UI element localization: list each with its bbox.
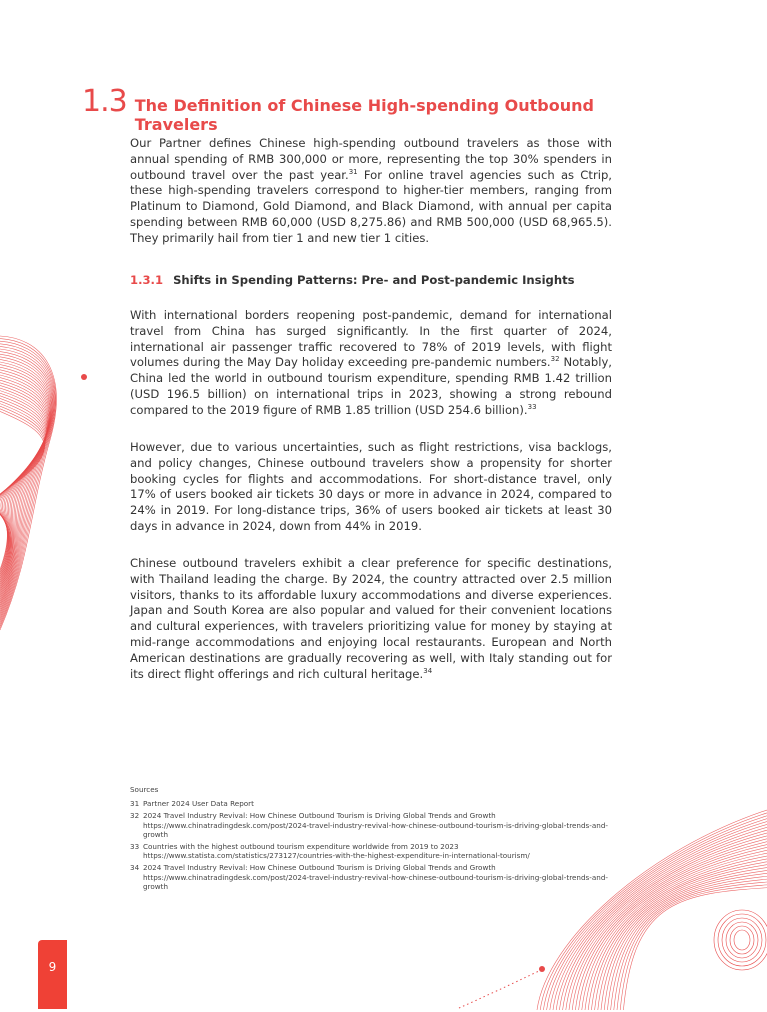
source-text: 2024 Travel Industry Revival: How Chinese Outbound Tourism is Driving Global Trends and Growth: [143, 863, 496, 873]
source-item: [130, 811, 610, 839]
intro-text-cont: For online travel agencies such as Ctrip, these high-spending travelers correspond to higher-tier members, ranging from Platinum to Diamond, Gold Diamond, and Black Diamond, with annual per capita spending between RMB 60,000 (USD 8,275.86) and RMB 500,000 (USD 68,965.5). They primarily hail from tier 1 and new tier 1 cities.: [130, 167, 612, 245]
source-item: [130, 842, 610, 860]
para2-text: However, due to various uncertainties, such as flight restrictions, visa backlogs, and policy changes, Chinese outbound travelers show a propensity for shorter booking cycles for flights and accommodations. For short-distance travel, only 17% of users booked air tickets 30 days or more in advance in 2024, compared to 24% in 2019. For long-distance trips, 36% of users booked air tickets at least 30 days in advance in 2024, down from 44% in 2019.: [130, 440, 612, 533]
subsection-number: 1.3.1: [130, 273, 164, 287]
footnote-ref: 31: [348, 167, 358, 176]
body-paragraph-2: [130, 440, 612, 535]
para1-text: With international borders reopening post-pandemic, demand for international travel from China has surged significantly. In the first quarter of 2024, international air passenger traffic recovered to 78% of 2019 levels, with flight volumes during the May Day holiday exceeding pre-pandemic numbers.: [130, 308, 612, 370]
section-title: The Definition of Chinese High-spending Outbound Travelers: [134, 96, 594, 134]
page-number-tab: [38, 940, 67, 1009]
page-number: 9: [48, 960, 57, 974]
source-link[interactable]: https://www.chinatradingdesk.com/post/2024-travel-industry-revival-how-chinese-outbound-tourism-is-driving-global-trends-and-growth: [143, 872, 608, 891]
source-text: 2024 Travel Industry Revival: How Chinese Outbound Tourism is Driving Global Trends and Growth: [143, 811, 496, 821]
source-number: 31: [130, 799, 140, 809]
source-number: 33: [130, 842, 140, 852]
source-text: Partner 2024 User Data Report: [143, 799, 254, 809]
subsection-title: Shifts in Spending Patterns: Pre- and Post-pandemic Insights: [173, 273, 575, 287]
source-number: 32: [130, 811, 140, 821]
para1-text-cont: Notably, China led the world in outbound tourism expenditure, spending RMB 1.42 trillion (USD 196.5 billion) on international trips in 2023, showing a strong rebound compared to the 2019 figure of RMB 1.85 trillion (USD 254.6 billion).: [130, 355, 612, 417]
footnote-ref: 33: [527, 402, 537, 411]
source-link[interactable]: https://www.statista.com/statistics/273127/countries-with-the-highest-expenditure-in-international-tourism/: [143, 851, 530, 861]
decorative-dot: [79, 372, 89, 382]
sources-title: Sources: [130, 785, 159, 794]
footnote-ref: 32: [550, 355, 560, 364]
sources-section: [130, 785, 610, 894]
section-number: 1.3: [82, 84, 127, 119]
intro-text: Our Partner defines Chinese high-spending outbound travelers as those with annual spending of RMB 300,000 or more, representing the top 30% spenders in outbound travel over the past year.: [130, 136, 612, 182]
source-number: 34: [130, 863, 140, 873]
body-paragraph-3: [130, 556, 612, 682]
source-item: [130, 799, 610, 808]
section-heading: [82, 84, 642, 134]
intro-paragraph: [130, 136, 612, 247]
body-paragraph-1: [130, 308, 612, 419]
footnote-ref: 34: [423, 666, 433, 675]
source-text: Countries with the highest outbound tourism expenditure worldwide from 2019 to 2023: [143, 842, 459, 852]
para3-text: Chinese outbound travelers exhibit a clear preference for specific destinations, with Thailand leading the charge. By 2024, the country attracted over 2.5 million visitors, thanks to its affordable luxury accommodations and diverse experiences. Japan and South Korea are also popular and valued for their convenient locations and cultural experiences, with travelers prioritizing value for money by staying at mid-range accommodations and enjoying local restaurants. European and North American destinations are gradually recovering as well, with Italy standing out for its direct flight offerings and rich cultural heritage.: [130, 556, 612, 681]
source-item: [130, 863, 610, 891]
decorative-dotted-trail: [455, 962, 555, 1012]
source-link[interactable]: https://www.chinatradingdesk.com/post/2024-travel-industry-revival-how-chinese-outbound-tourism-is-driving-global-trends-and-growth: [143, 820, 608, 839]
subsection-heading: [130, 273, 612, 287]
